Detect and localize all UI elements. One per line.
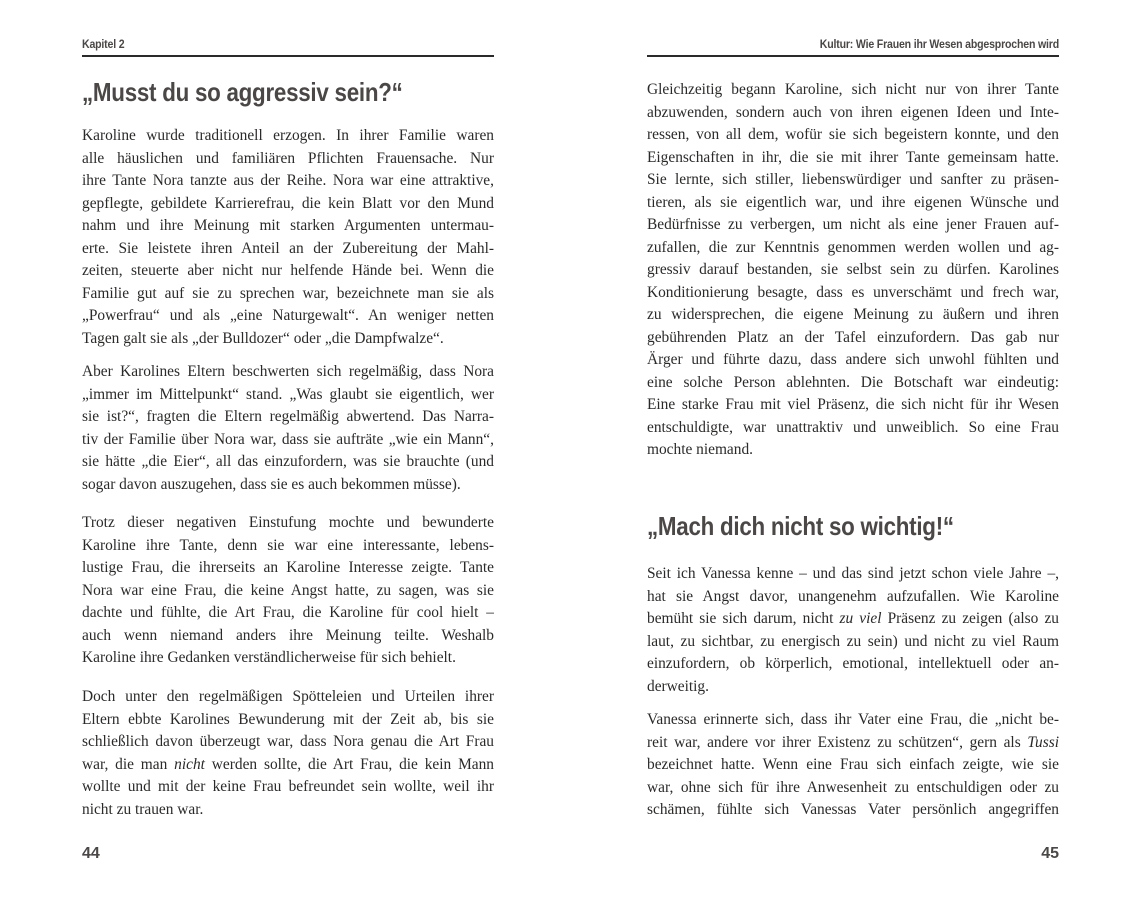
text-line: laut, zu sichtbar, zu energisch zu sein) und nicht zu viel Raum bbox=[647, 632, 1059, 650]
text-line: zu widersprechen, die eigene Meinung zu äußern und ihren bbox=[647, 306, 1059, 323]
paragraph bbox=[647, 709, 1059, 822]
header-rule bbox=[82, 55, 494, 57]
page-number: 44 bbox=[82, 845, 100, 862]
text-line: Nora war eine Frau, die keine Angst hatte, zu sagen, was sie bbox=[82, 581, 494, 599]
text-line: Karoline ihre Tante, denn sie war eine interessante, lebens- bbox=[82, 536, 494, 554]
emphasis: nicht bbox=[174, 755, 205, 773]
text-line: ressen, von all dem, wofür sie sich begeistern konnte, und den bbox=[647, 126, 1059, 143]
paragraph bbox=[82, 686, 494, 821]
text-line: schämen, fühlte sich Vanessas Vater persönlich angegriffen bbox=[647, 801, 1059, 818]
text-line: Karoline wurde traditionell erzogen. In ihrer Familie waren bbox=[82, 127, 494, 144]
section-heading: „Musst du so aggressiv sein?“ bbox=[82, 77, 403, 107]
text-line: „immer im Mittelpunkt“ stand. „Was glaubt sie eigentlich, wer bbox=[82, 385, 494, 403]
text-line: dachte und fühlte, die Art Frau, die Karoline für cool hielt – bbox=[82, 604, 494, 621]
paragraph bbox=[82, 512, 494, 670]
text-line: Trotz dieser negativen Einstufung mochte und bewunderte bbox=[82, 514, 494, 531]
text-line: Bedürfnisse zu verbergen, um nicht als eine jener Frauen auf- bbox=[647, 216, 1059, 233]
text-line: schließlich davon überzeugt war, dass Nora genau die Art Frau bbox=[82, 733, 494, 750]
header-rule bbox=[647, 55, 1059, 57]
text-line: alle häuslichen und familiären Pflichten Frauensache. Nur bbox=[82, 149, 494, 167]
text-line: einzufordern, ob körperlich, emotional, intellektuell oder an- bbox=[647, 655, 1059, 672]
text-line: Karoline ihre Gedanken verständlicherweise für sich behielt. bbox=[82, 649, 456, 666]
text-line: Sie lernte, sich stiller, liebenswürdiger und sanfter zu präsen- bbox=[647, 171, 1059, 188]
text-line: auch wenn niemand anders ihre Meinung teilte. Weshalb bbox=[82, 626, 494, 644]
text-line: eine solche Person ablehnten. Die Botschaft war eindeutig: bbox=[647, 373, 1059, 391]
text-line: lustige Frau, die ihrerseits an Karoline Interesse zeigte. Tante bbox=[82, 559, 494, 576]
text-line: erte. Sie leistete ihren Anteil an der Zubereitung der Mahl- bbox=[82, 239, 494, 257]
text-line: tieren, als sie eigentlich war, und ihre eigenen Wünsche und bbox=[647, 193, 1059, 211]
text-line: war, ohne sich für ihre Anwesenheit zu entschuldigen oder zu bbox=[647, 778, 1059, 796]
text-line: Vanessa erinnerte sich, dass ihr Vater eine Frau, die „nicht be- bbox=[647, 711, 1059, 728]
text-line: Eltern ebbte Karolines Bewunderung mit der Zeit ab, bis sie bbox=[82, 710, 494, 728]
right-page bbox=[647, 0, 1059, 907]
text-line: nicht zu trauen war. bbox=[82, 800, 204, 818]
text-line: sogar davon auszugehen, dass sie es auch bekommen müsse). bbox=[82, 475, 461, 493]
emphasis: Tussi bbox=[1027, 733, 1059, 751]
text-line: zufallen, die zur Kenntnis genommen werden wollen und ag- bbox=[647, 238, 1059, 256]
text-line: tiv der Familie über Nora war, dass sie aufträte „wie ein Mann“, bbox=[82, 430, 494, 448]
text-line: hat sie Angst davor, unangenehm aufzufallen. Wie Karoline bbox=[647, 587, 1059, 605]
paragraph bbox=[82, 125, 494, 350]
text-line: Seit ich Vanessa kenne – und das sind jetzt schon viele Jahre –, bbox=[647, 565, 1059, 582]
text-line: Eigenschaften in ihr, die sie mit ihrer Tante gemeinsam hatte. bbox=[647, 148, 1059, 166]
text-line: ihre Tante Nora tanzte aus der Reihe. Nora war eine attraktive, bbox=[82, 172, 494, 189]
text-line: Doch unter den regelmäßigen Spötteleien und Urteilen ihrer bbox=[82, 688, 494, 705]
text-line: Aber Karolines Eltern beschwerten sich regelmäßig, dass Nora bbox=[82, 363, 494, 380]
text-line: entschuldigte, war unattraktiv und unweiblich. So eine Frau bbox=[647, 418, 1059, 436]
text-line: war, die man nicht werden sollte, die Art Frau, die kein Mann bbox=[82, 755, 494, 773]
page-number: 45 bbox=[1041, 845, 1059, 862]
text-line: sie hätte „die Eier“, all das einzufordern, was sie brauchte (und bbox=[82, 453, 494, 470]
text-line: gebührenden Platz an der Tafel einzufordern. Das gab nur bbox=[647, 328, 1059, 346]
text-line: Tagen galt sie als „der Bulldozer“ oder „die Dampfwalze“. bbox=[82, 329, 444, 347]
emphasis: zu viel bbox=[839, 610, 882, 627]
text-line: derweitig. bbox=[647, 677, 709, 695]
left-page bbox=[82, 0, 494, 907]
text-line: reit war, andere vor ihrer Existenz zu schützen“, gern als Tussi bbox=[647, 733, 1059, 751]
text-line: Eine starke Frau mit viel Präsenz, die sich nicht für ihr Wesen bbox=[647, 396, 1059, 413]
text-line: Familie gut auf sie zu sprechen war, bezeichnete man sie als bbox=[82, 284, 494, 302]
text-line: wollte und mit der keine Frau befreundet sein wollte, weil ihr bbox=[82, 778, 494, 795]
paragraph bbox=[82, 361, 494, 496]
text-line: nahm und ihre Meinung mit starken Argumenten untermau- bbox=[82, 217, 494, 234]
text-line: Ärger und führte dazu, dass andere sich unwohl fühlten und bbox=[647, 351, 1059, 368]
paragraph bbox=[647, 563, 1059, 698]
text-line: gepflegte, gebildete Karrierefrau, die kein Blatt vor den Mund bbox=[82, 194, 494, 212]
paragraph bbox=[647, 79, 1059, 462]
text-line: gressiv darauf bestanden, sie selbst sein zu dürfen. Karolines bbox=[647, 261, 1059, 278]
text-line: sie ist?“, fragten die Eltern regelmäßig abwertend. Das Narra- bbox=[82, 408, 494, 425]
section-heading: „Mach dich nicht so wichtig!“ bbox=[647, 511, 954, 541]
text-line: bezeichnet hatte. Wenn eine Frau sich einfach zeigte, wie sie bbox=[647, 756, 1059, 773]
text-line: mochte niemand. bbox=[647, 441, 753, 458]
text-line: bemüht sie sich darum, nicht zu viel Präsenz zu zeigen (also zu bbox=[647, 610, 1059, 627]
text-line: Konditionierung besagte, dass es unverschämt und frech war, bbox=[647, 283, 1059, 301]
text-line: Gleichzeitig begann Karoline, sich nicht nur von ihrer Tante bbox=[647, 81, 1059, 98]
text-line: abzuwenden, sondern auch von ihren eigenen Ideen und Inte- bbox=[647, 103, 1059, 121]
text-line: zeiten, steuerte aber nicht nur helfende Hände bei. Wenn die bbox=[82, 262, 494, 279]
running-head-section: Kultur: Wie Frauen ihr Wesen abgesprochen wird bbox=[819, 37, 1059, 51]
running-head-chapter: Kapitel 2 bbox=[82, 37, 125, 51]
text-line: „Powerfrau“ und als „eine Naturgewalt“. An weniger netten bbox=[82, 307, 494, 324]
